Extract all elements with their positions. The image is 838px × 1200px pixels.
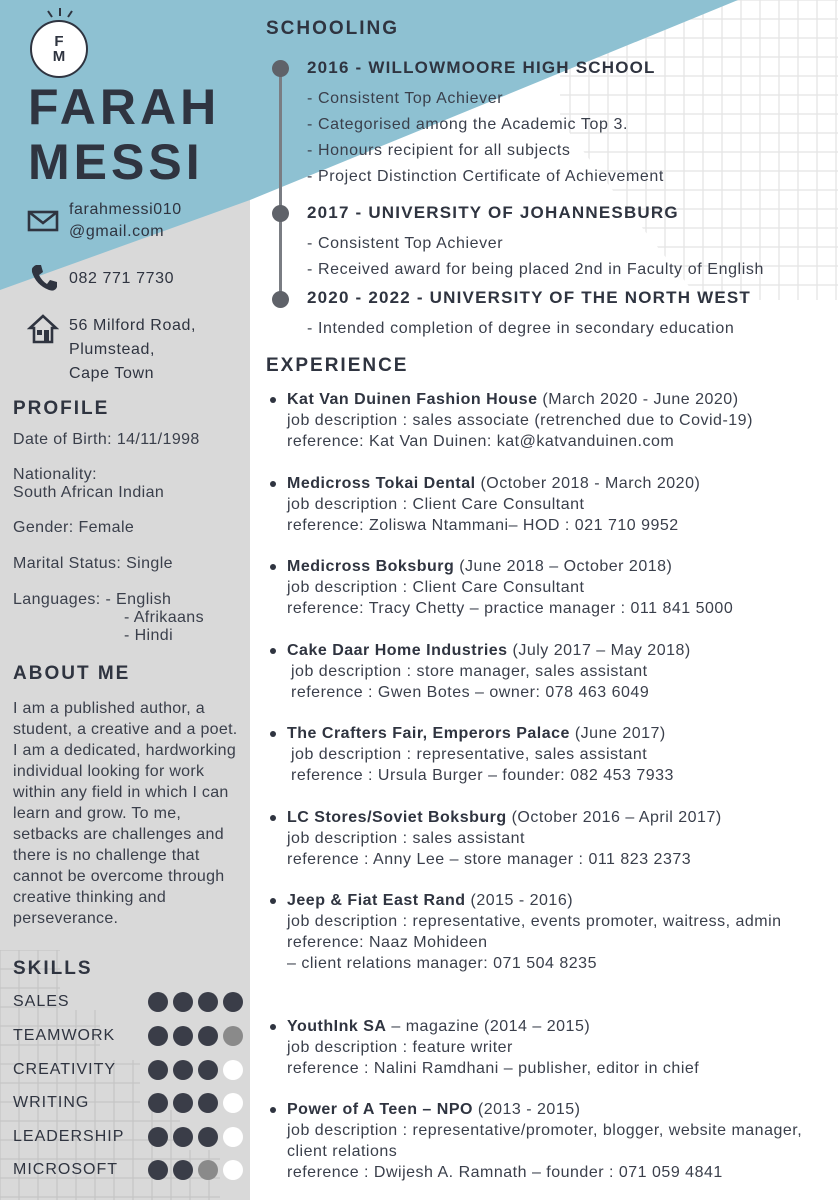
experience-entry [287, 1099, 827, 1183]
job-description: job description : sales assistant [287, 830, 525, 847]
job-description: job description : Client Care Consultant [287, 579, 585, 596]
period: – magazine (2014 – 2015) [386, 1018, 591, 1035]
school-item: - Intended completion of degree in secondary education [307, 320, 735, 337]
email-line-1: farahmessi010 [69, 201, 182, 218]
rating-dot-full [223, 992, 243, 1012]
monogram-logo [30, 20, 88, 78]
language-2: - Afrikaans [124, 609, 204, 626]
experience-entry [287, 640, 827, 703]
monogram-initial-bottom: M [52, 48, 66, 65]
profile-title: PROFILE [13, 398, 110, 419]
full-name [28, 80, 220, 190]
timeline-dot [272, 60, 289, 77]
school-item: - Honours recipient for all subjects [307, 142, 571, 159]
profile-marital: Marital Status: Single [13, 555, 173, 572]
skill-label: SALES [13, 993, 70, 1010]
skill-row [13, 1024, 243, 1048]
profile-nationality [13, 466, 164, 502]
timeline-dot [272, 291, 289, 308]
reference: reference : Dwijesh A. Ramnath – founder : 071 059 4841 [287, 1164, 723, 1181]
company-name: Medicross Tokai Dental [287, 475, 476, 492]
period: (June 2018 – October 2018) [454, 558, 673, 575]
school-item: - Received award for being placed 2nd in Faculty of English [307, 261, 764, 278]
rating-dot-full [148, 992, 168, 1012]
period: (2015 - 2016) [465, 892, 574, 909]
job-description: job description : representative, events promoter, waitress, admin [287, 913, 782, 930]
rating-dot-full [173, 1160, 193, 1180]
home-icon [27, 313, 59, 345]
skill-row [13, 1058, 243, 1082]
skill-label: MICROSOFT [13, 1161, 118, 1178]
period: (October 2016 – April 2017) [506, 809, 722, 826]
skill-rating [148, 1160, 243, 1180]
rating-dot-full [198, 1026, 218, 1046]
company-name: YouthInk SA [287, 1018, 387, 1035]
school-item: - Consistent Top Achiever [307, 235, 504, 252]
phone-icon [28, 262, 60, 294]
school-2-items [307, 231, 764, 283]
profile-dob: Date of Birth: 14/11/1998 [13, 431, 200, 448]
experience-title: EXPERIENCE [266, 355, 409, 376]
skill-row [13, 990, 243, 1014]
job-description: job description : Client Care Consultant [287, 496, 585, 513]
monogram-initial-top: F [54, 33, 64, 50]
school-2-heading: 2017 - UNIVERSITY OF JOHANNESBURG [307, 203, 679, 222]
rating-dot-full [148, 1093, 168, 1113]
timeline-line [279, 68, 282, 300]
reference: reference: Kat Van Duinen: kat@katvanduinen.com [287, 433, 675, 450]
rating-dot-full [173, 1093, 193, 1113]
address-line-2: Plumstead, [69, 341, 156, 358]
job-description: job description : representative, sales assistant [291, 746, 648, 763]
email-icon [27, 205, 59, 237]
company-name: Jeep & Fiat East Rand [287, 892, 466, 909]
reference: reference : Anny Lee – store manager : 011 823 2373 [287, 851, 692, 868]
rating-dot-full [173, 1060, 193, 1080]
skill-rating [148, 1026, 243, 1046]
schooling-title: SCHOOLING [266, 18, 400, 39]
reference: reference : Nalini Ramdhani – publisher, editor in chief [287, 1060, 700, 1077]
company-name: Power of A Teen – NPO [287, 1101, 473, 1118]
experience-entry [287, 473, 827, 536]
rating-dot-full [173, 992, 193, 1012]
experience-entry [287, 556, 827, 619]
experience-entry [287, 1016, 827, 1079]
rating-dot-full [148, 1060, 168, 1080]
bullet [270, 564, 276, 570]
email-line-2: @gmail.com [69, 223, 165, 240]
experience-entry [287, 723, 827, 786]
period: (October 2018 - March 2020) [475, 475, 701, 492]
rating-dot-full [173, 1026, 193, 1046]
timeline-dot [272, 205, 289, 222]
school-item: - Categorised among the Academic Top 3. [307, 116, 629, 133]
nationality-value: South African Indian [13, 484, 165, 501]
rating-dot-full [198, 1127, 218, 1147]
experience-entry [287, 807, 827, 870]
school-3-items [307, 316, 734, 342]
job-description: job description : representative/promoter, blogger, website manager, client relations [287, 1122, 803, 1160]
rating-dot-half [198, 1160, 218, 1180]
rating-dot-empty [223, 1060, 243, 1080]
bullet [270, 1107, 276, 1113]
rating-dot-full [148, 1127, 168, 1147]
period: (July 2017 – May 2018) [507, 642, 691, 659]
company-name: Cake Daar Home Industries [287, 642, 508, 659]
rating-dot-full [173, 1127, 193, 1147]
nationality-label: Nationality: [13, 466, 97, 483]
rating-dot-full [198, 1093, 218, 1113]
skill-rating [148, 1093, 243, 1113]
bullet [270, 815, 276, 821]
rating-dot-full [198, 992, 218, 1012]
bullet [270, 648, 276, 654]
skill-rating [148, 992, 243, 1012]
about-title: ABOUT ME [13, 663, 131, 684]
skills-title: SKILLS [13, 958, 93, 979]
rating-dot-half [223, 1026, 243, 1046]
bullet [270, 898, 276, 904]
bullet [270, 731, 276, 737]
reference-continued: – client relations manager: 071 504 8235 [287, 955, 597, 972]
rating-dot-full [148, 1160, 168, 1180]
profile-languages [13, 591, 204, 645]
skill-rating [148, 1060, 243, 1080]
company-name: Kat Van Duinen Fashion House [287, 391, 538, 408]
skill-row [13, 1158, 243, 1182]
skill-rating [148, 1127, 243, 1147]
skill-label: WRITING [13, 1094, 90, 1111]
reference: reference: Tracy Chetty – practice manager : 011 841 5000 [287, 600, 734, 617]
period: (March 2020 - June 2020) [537, 391, 739, 408]
job-description: job description : store manager, sales assistant [291, 663, 648, 680]
school-item: - Project Distinction Certificate of Achievement [307, 168, 664, 185]
school-3-heading: 2020 - 2022 - UNIVERSITY OF THE NORTH WEST [307, 288, 752, 307]
address-line-3: Cape Town [69, 365, 155, 382]
home-address [69, 314, 196, 386]
profile-gender: Gender: Female [13, 519, 135, 536]
experience-entry [287, 389, 827, 452]
company-name: Medicross Boksburg [287, 558, 455, 575]
reference: reference: Naaz Mohideen [287, 934, 488, 951]
job-description: job description : sales associate (retrenched due to Covid-19) [287, 412, 753, 429]
rating-dot-empty [223, 1160, 243, 1180]
experience-entry [287, 890, 827, 974]
bullet [270, 481, 276, 487]
phone-number[interactable]: 082 771 7730 [69, 270, 175, 287]
school-1-heading: 2016 - WILLOWMOORE HIGH SCHOOL [307, 58, 656, 77]
school-1-items [307, 86, 664, 190]
rating-dot-empty [223, 1093, 243, 1113]
last-name: MESSI [28, 134, 204, 190]
language-1: Languages: - English [13, 591, 172, 608]
skill-label: LEADERSHIP [13, 1128, 125, 1145]
rating-dot-empty [223, 1127, 243, 1147]
skill-label: TEAMWORK [13, 1027, 116, 1044]
first-name: FARAH [28, 79, 221, 135]
school-item: - Consistent Top Achiever [307, 90, 504, 107]
rating-dot-full [148, 1026, 168, 1046]
reference: reference: Zoliswa Ntammani– HOD : 021 710 9952 [287, 517, 679, 534]
bullet [270, 397, 276, 403]
skill-row [13, 1125, 243, 1149]
period: (June 2017) [569, 725, 666, 742]
skill-label: CREATIVITY [13, 1061, 117, 1078]
skill-row [13, 1091, 243, 1115]
bullet [270, 1024, 276, 1030]
job-description: job description : feature writer [287, 1039, 513, 1056]
address-line-1: 56 Milford Road, [69, 317, 196, 334]
reference: reference : Gwen Botes – owner: 078 463 6049 [291, 684, 650, 701]
reference: reference : Ursula Burger – founder: 082 453 7933 [291, 767, 674, 784]
about-text: I am a published author, a student, a creative and a poet. I am a dedicated, hardworking individual looking for work within any field in which I can learn and grow. To me, setbacks are challenges and there is no challenge that cannot be overcome through creative thinking and perseverance. [13, 700, 238, 927]
company-name: LC Stores/Soviet Boksburg [287, 809, 507, 826]
language-3: - Hindi [124, 627, 174, 644]
period: (2013 - 2015) [472, 1101, 581, 1118]
email-address[interactable] [69, 199, 182, 243]
company-name: The Crafters Fair, Emperors Palace [287, 725, 570, 742]
rating-dot-full [198, 1060, 218, 1080]
